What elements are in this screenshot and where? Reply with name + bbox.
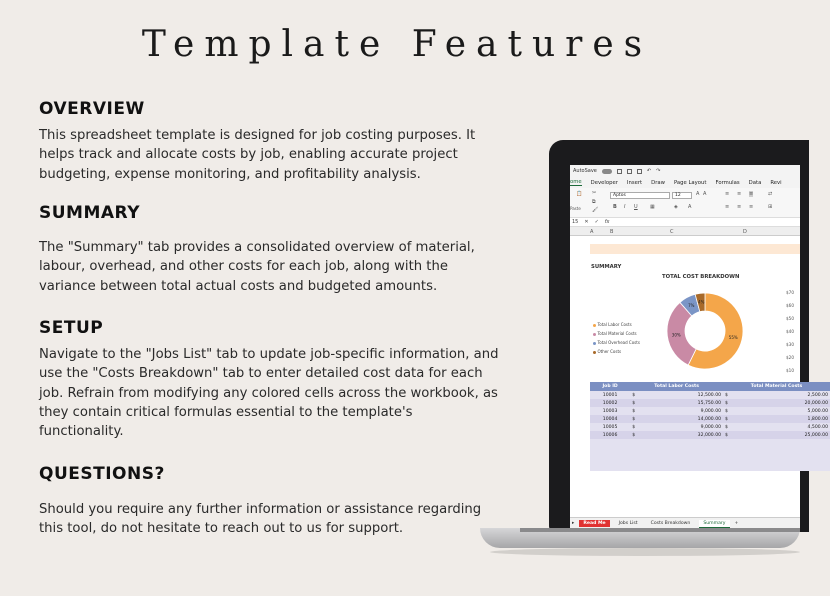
empty-table-row[interactable] (590, 463, 830, 471)
empty-cell[interactable] (590, 463, 630, 471)
align-bottom-icon[interactable]: ≡ (749, 191, 754, 197)
paste-icon[interactable]: 📋 (576, 191, 583, 197)
legend-item (593, 347, 640, 356)
overview-body: This spreadsheet template is designed for job costing purposes. It helps track and allocate costs by job, enabling accurate project budgeting, expense monitoring, and profitability analysis. (39, 128, 476, 182)
empty-cell[interactable] (723, 455, 731, 463)
axis-tick-label: $60 (786, 303, 794, 308)
donut-value-label: 55% (728, 335, 738, 341)
table-header-material[interactable]: Total Material Costs (723, 382, 830, 391)
formula-cancel-icon[interactable]: ✕ (584, 219, 589, 225)
currency-cell[interactable]: $ (723, 431, 731, 439)
currency-cell[interactable]: $ (723, 407, 731, 415)
wrap-text-icon[interactable]: ⇄ (768, 191, 773, 197)
legend-item (593, 338, 640, 347)
ribbon-tab-formulas[interactable]: Formulas (715, 179, 740, 186)
legend-label: Total Overhead Costs (597, 340, 640, 345)
formula-bar (570, 218, 800, 227)
currency-cell[interactable]: $ (723, 415, 731, 423)
currency-cell[interactable]: $ (630, 391, 638, 399)
currency-cell[interactable]: $ (723, 391, 731, 399)
ribbon-tab-review[interactable]: Revi (770, 179, 782, 186)
currency-cell[interactable]: $ (630, 423, 638, 431)
summary-heading: SUMMARY (39, 203, 141, 223)
legend-swatch (593, 333, 596, 336)
currency-cell[interactable]: $ (630, 415, 638, 423)
material-cost-cell[interactable]: 1,800.00 (731, 415, 830, 423)
questions-heading: QUESTIONS? (39, 464, 165, 484)
ribbon-tabs (570, 177, 800, 188)
job-id-cell[interactable]: 10001 (590, 391, 630, 399)
empty-cell[interactable] (630, 455, 638, 463)
donut-value-label: 4% (698, 299, 705, 305)
chart-right-axis (786, 286, 794, 377)
align-right-icon[interactable]: ≡ (749, 204, 754, 210)
formula-enter-icon[interactable]: ✓ (594, 219, 599, 225)
header-band (590, 244, 800, 254)
fill-color-icon[interactable]: ◈ (674, 204, 678, 210)
currency-cell[interactable]: $ (723, 399, 731, 407)
overview-heading: OVERVIEW (39, 99, 145, 119)
print-icon[interactable] (637, 169, 642, 174)
sheet-tab-costs-breakdown[interactable]: Costs Breakdown (650, 521, 691, 526)
copy-icon[interactable]: ⧉ (592, 199, 596, 205)
table-row[interactable] (590, 407, 830, 415)
align-middle-icon[interactable]: ≡ (737, 191, 742, 197)
legend-label: Total Material Costs (597, 331, 637, 336)
align-left-icon[interactable]: ≡ (725, 204, 730, 210)
align-top-icon[interactable]: ≡ (725, 191, 730, 197)
axis-tick-label: $50 (786, 316, 794, 321)
material-cost-cell[interactable]: 2,500.00 (731, 391, 830, 399)
legend-label: Total Labor Costs (597, 322, 632, 327)
empty-cell[interactable] (590, 455, 630, 463)
table-row[interactable] (590, 399, 830, 407)
font-name-select[interactable]: Aptos (610, 192, 670, 199)
chart-legend (593, 320, 640, 356)
job-id-cell[interactable]: 10003 (590, 407, 630, 415)
redo-icon[interactable]: ↷ (656, 168, 661, 174)
labor-cost-cell[interactable]: 14,000.00 (638, 415, 723, 423)
empty-cell[interactable] (590, 447, 630, 455)
sheet-tab-jobs-list[interactable]: Jobs List (618, 521, 638, 526)
laptop-hinge (520, 528, 800, 532)
empty-cell[interactable] (731, 447, 830, 455)
ribbon-tab-draw[interactable]: Draw (651, 179, 665, 186)
labor-cost-cell[interactable]: 32,000.00 (638, 431, 723, 439)
axis-tick-label: $40 (786, 329, 794, 334)
job-id-cell[interactable]: 10006 (590, 431, 630, 439)
align-center-icon[interactable]: ≡ (737, 204, 742, 210)
donut-value-label: 7% (688, 302, 695, 308)
sheet-nav-icon[interactable]: ▸ (572, 521, 575, 526)
table-row[interactable] (590, 391, 830, 399)
font-size-select[interactable]: 12 (672, 192, 692, 199)
summary-table (590, 382, 828, 471)
empty-cell[interactable] (590, 439, 630, 447)
material-cost-cell[interactable]: 20,000.00 (731, 399, 830, 407)
legend-swatch (593, 324, 596, 327)
paste-label: Paste (570, 206, 581, 211)
empty-table-row[interactable] (590, 447, 830, 455)
empty-cell[interactable] (638, 463, 723, 471)
currency-cell[interactable]: $ (630, 431, 638, 439)
empty-cell[interactable] (731, 439, 830, 447)
setup-heading: SETUP (39, 318, 104, 338)
ribbon-tab-data[interactable]: Data (748, 179, 762, 186)
legend-item (593, 320, 640, 329)
questions-body: Should you require any further information or assistance regarding this tool, do not hesitate to reach out to us for support. (39, 502, 482, 537)
borders-icon[interactable]: ▦ (650, 204, 655, 210)
excel-titlebar (570, 165, 800, 177)
page-title: Template Features (141, 24, 653, 65)
table-row[interactable] (590, 431, 830, 439)
column-header-d[interactable]: D (743, 228, 747, 235)
cut-icon[interactable]: ✂ (592, 190, 597, 196)
increase-font-icon[interactable]: A (696, 191, 700, 197)
currency-cell[interactable]: $ (723, 423, 731, 431)
empty-cell[interactable] (630, 439, 638, 447)
fx-icon[interactable]: fx (604, 219, 610, 225)
table-row[interactable] (590, 423, 830, 431)
column-header-b[interactable]: B (610, 228, 614, 235)
italic-icon[interactable]: I (624, 204, 626, 210)
axis-tick-label: $10 (786, 368, 794, 373)
summary-sheet-label: SUMMARY (591, 264, 622, 270)
autosave-label: AutoSave (573, 168, 597, 174)
donut-value-label: 30% (671, 332, 681, 338)
axis-tick-label: $30 (786, 342, 794, 347)
laptop-shadow (490, 548, 800, 556)
empty-cell[interactable] (638, 455, 723, 463)
empty-table-row[interactable] (590, 439, 830, 447)
column-headers (570, 227, 800, 236)
bold-icon[interactable]: B (613, 204, 617, 210)
decrease-font-icon[interactable]: A (703, 191, 707, 197)
empty-cell[interactable] (723, 447, 731, 455)
labor-cost-cell[interactable]: 9,000.00 (638, 407, 723, 415)
job-id-cell[interactable]: 10004 (590, 415, 630, 423)
empty-cell[interactable] (723, 463, 731, 471)
currency-cell[interactable]: $ (630, 399, 638, 407)
legend-item (593, 329, 640, 338)
labor-cost-cell[interactable]: 15,750.00 (638, 399, 723, 407)
add-sheet-button[interactable]: + (734, 521, 739, 526)
legend-label: Other Costs (597, 349, 622, 354)
ribbon-toolbar (570, 188, 800, 218)
font-color-icon[interactable]: A (688, 204, 692, 210)
column-header-a[interactable]: A (590, 228, 594, 235)
undo-icon[interactable]: ↶ (646, 168, 652, 174)
ribbon-tab-insert[interactable]: Insert (626, 179, 643, 186)
setup-body: Navigate to the "Jobs List" tab to update job-specific information, and use the "Costs Breakdown" tab to enter detailed cost data for each job. Refrain from modifying any colored cells across the workbook, as they contain critical formulas essential to the template's functionality. (39, 347, 499, 440)
column-header-c[interactable]: C (670, 228, 674, 235)
labor-cost-cell[interactable]: 12,500.00 (638, 391, 723, 399)
material-cost-cell[interactable]: 5,000.00 (731, 407, 830, 415)
empty-cell[interactable] (638, 447, 723, 455)
donut-chart (660, 286, 750, 376)
legend-swatch (593, 351, 596, 354)
currency-cell[interactable]: $ (630, 407, 638, 415)
empty-cell[interactable] (731, 463, 830, 471)
underline-icon[interactable]: U (634, 204, 638, 210)
save-icon[interactable] (627, 169, 632, 174)
format-painter-icon[interactable]: 🖌 (592, 207, 599, 213)
empty-cell[interactable] (638, 439, 723, 447)
laptop-mockup (480, 140, 828, 560)
axis-tick-label: $20 (786, 355, 794, 360)
sheet-tab-read-me[interactable]: Read Me (579, 520, 609, 527)
laptop-screen (570, 165, 828, 529)
home-icon[interactable] (617, 169, 622, 174)
ribbon-tab-home[interactable]: ome (570, 179, 582, 185)
table-row[interactable] (590, 415, 830, 423)
autosave-toggle[interactable] (602, 169, 612, 174)
table-header-labor[interactable]: Total Labor Costs (630, 382, 723, 391)
ribbon-tab-page-layout[interactable]: Page Layout (673, 179, 707, 186)
labor-cost-cell[interactable]: 9,000.00 (638, 423, 723, 431)
sheet-grid[interactable] (570, 236, 828, 496)
table-header-job-id[interactable]: Job ID (590, 382, 630, 391)
legend-swatch (593, 342, 596, 345)
empty-cell[interactable] (723, 439, 731, 447)
chart-title: TOTAL COST BREAKDOWN (662, 274, 740, 280)
empty-cell[interactable] (630, 447, 638, 455)
empty-cell[interactable] (731, 455, 830, 463)
axis-tick-label: $70 (786, 290, 794, 295)
merge-icon[interactable]: ⊞ (768, 204, 773, 210)
job-id-cell[interactable]: 10002 (590, 399, 630, 407)
job-id-cell[interactable]: 10005 (590, 423, 630, 431)
material-cost-cell[interactable]: 4,500.00 (731, 423, 830, 431)
material-cost-cell[interactable]: 25,000.00 (731, 431, 830, 439)
empty-table-row[interactable] (590, 455, 830, 463)
empty-cell[interactable] (630, 463, 638, 471)
summary-body: The "Summary" tab provides a consolidated overview of material, labour, overhead, and other costs for each job, along with the variance between total actual costs and budgeted amounts. (39, 240, 475, 294)
ribbon-tab-developer[interactable]: Developer (590, 179, 618, 186)
name-box[interactable]: 15 (572, 219, 579, 225)
sheet-tab-summary[interactable]: Summary (699, 520, 729, 528)
